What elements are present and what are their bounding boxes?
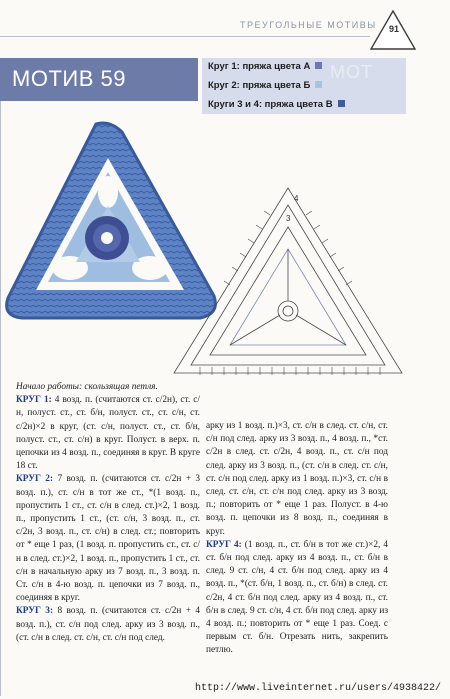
- round-1-paragraph: [16, 394, 200, 473]
- chart-label-4: 4: [294, 194, 299, 203]
- round-3-continued-text: арку из 1 возд. п.)×3, ст. с/н в след. ст. с/н, ст. с/н под след. арку из 3 возд. п., 4 возд. п., *ст. с/2н в след. ст. с/2н, 4 возд. п., ст. с/н под след. арку из 3 возд. п., (ст. с/н в след. ст. с/н, ст. с/н под след. арку из 1 возд. п.)×3, ст. с/н в след. ст. с/н, ст. с/н под след. арку из 3 возд. п.; повторить от * еще 1 раз. Полуст. в 4-ю возд. п. цепочки из 8 возд. п., соединяя в круг.: [206, 421, 388, 537]
- round-2-text: 7 возд. п. (считаются ст. с/2н + 3 возд. п.), ст. с/н в тот же ст., *(1 возд. п., пропустить 1 ст., ст. с/н в след. ст.)×2, 1 возд. п., пропустить 1 ст., (ст. с/н, 3 возд. п., ст. с/2н, 3 возд. п., ст. с/н) в след. ст.; повторить от * еще 1 раз, (1 возд. п. пропустить ст., ст. с/н в след. ст.)×2, 1 возд. п., пропустить 1 ст., ст. с/н в начальную арку из 7 возд. п., 3 возд. п. Ст. с/н в 4-ю возд. п. цепочки из 7 возд. п., соединяя в круг.: [16, 474, 200, 604]
- round-2-label: КРУГ 2:: [16, 474, 54, 485]
- round-4-text: (1 возд. п., ст. б/н в тот же ст.)×2, 4 ст. б/н под след. арку из 4 возд. п., ст. б/н в след. 9 ст. с/н, 4 ст. б/н под след. арку из 4 возд. п., *(ст. б/н, 1 возд. п., ст. б/н) в след. ст. с/2н, 4 ст. б/н под след. арку из 4 возд. п., ст. б/н в след. 9 ст. с/н, 4 ст. б/н под след. арку из 4 возд. п.; повторить от * еще 1 раз. Соед. с первым ст. б/н. Отрезать нить, закрепить петлю.: [206, 539, 389, 656]
- yarn-label-a: Круг 1: пряжа цвета А: [208, 61, 311, 72]
- watermark-text: МОТ: [330, 62, 373, 82]
- instructions-left-column: [16, 381, 200, 645]
- chart-label-3: 3: [286, 214, 291, 223]
- round-4-paragraph: [206, 539, 388, 658]
- footer-url[interactable]: http://www.liveinternet.ru/users/4938422/: [195, 683, 442, 694]
- instructions-right-column: [206, 420, 388, 658]
- round-4-label: КРУГ 4:: [206, 539, 242, 550]
- round-1-label: КРУГ 1:: [16, 395, 52, 406]
- round-1-text: 4 возд. п. (считаются ст. с/2н), ст. с/н, полуст. ст., ст. б/н, полуст. ст., ст. с/н, ст. с/2н)×2 в круг, (ст. с/н, полуст. ст., ст. б/н, полуст. ст., ст. с/н) в круг. Полуст. в верх. п. цепочки из 4 возд. п., соединяя в круг. В круге 18 ст.: [16, 395, 200, 472]
- yarn-row-c: [208, 99, 345, 110]
- header-rule: [0, 36, 370, 37]
- round-3-text: 8 возд. п. (считаются ст. с/2н + 4 возд. п.), ст. с/н под след. арку из 3 возд. п., (ст. с/н в след. ст. с/н, ст. с/н под след.: [16, 606, 200, 643]
- color-swatch-b-icon: [315, 81, 322, 88]
- yarn-label-b: Круг 2: пряжа цвета Б: [208, 80, 311, 91]
- yarn-row-b: [208, 80, 322, 91]
- crochet-chart: [170, 185, 405, 380]
- round-3-label: КРУГ 3:: [16, 606, 54, 617]
- page-title: МОТИВ 59: [12, 66, 126, 91]
- yarn-row-a: [208, 61, 322, 72]
- round-3-paragraph: [16, 605, 200, 645]
- page-number: 91: [388, 24, 399, 34]
- color-swatch-a-icon: [315, 62, 322, 69]
- section-title: ТРЕУГОЛЬНЫЕ МОТИВЫ: [240, 20, 377, 30]
- color-swatch-c-icon: [338, 100, 345, 107]
- yarn-label-c: Круги 3 и 4: пряжа цвета В: [208, 99, 333, 110]
- round-2-paragraph: [16, 473, 200, 605]
- intro-text: Начало работы: скользящая петля.: [16, 382, 158, 392]
